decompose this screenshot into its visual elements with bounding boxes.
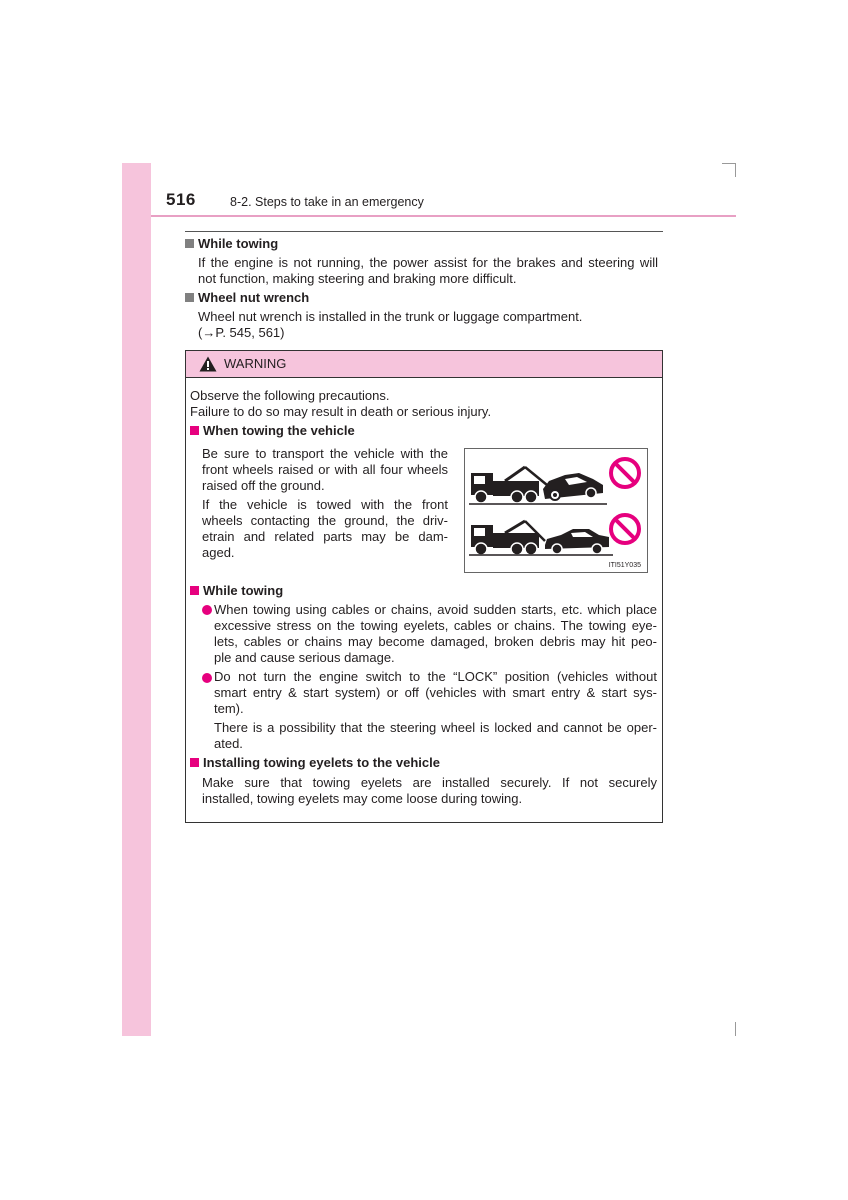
wheel-nut-heading: Wheel nut wrench [185, 290, 309, 306]
crop-mark [722, 163, 736, 164]
illustration-code: ITI51Y035 [608, 562, 641, 569]
side-tab [122, 163, 151, 1036]
crop-mark [735, 1022, 736, 1036]
while-towing-bullet2: Do not turn the engine switch to the “LOCK” position (vehicles without smart entry & start system) or off (vehicles with smart entry & start sys- tem). [214, 669, 657, 716]
prohibited-icon [611, 459, 639, 487]
towing-vehicle-para2: If the vehicle is towed with the front wheels contacting the ground, the driv- etrain and related parts may be dam- aged. [202, 497, 448, 560]
page-number: 516 [166, 190, 196, 209]
tow-truck-icon [471, 467, 547, 503]
eyelets-text: Make sure that towing eyelets are installed securely. If not securely installed, towing eyelets may come loose during towing. [202, 775, 657, 806]
section-rule [185, 231, 663, 232]
towed-car-icon [545, 529, 609, 554]
towing-illustration [464, 448, 648, 573]
towed-car-icon [543, 473, 603, 500]
prohibited-icon [611, 515, 639, 543]
header-rule [151, 215, 736, 217]
towing-vehicle-heading: When towing the vehicle [190, 423, 355, 439]
pink-square-icon [190, 586, 199, 595]
wheel-nut-text: Wheel nut wrench is installed in the trunk or luggage compartment. (→P. 545, 561) [198, 309, 583, 340]
eyelets-heading: Installing towing eyelets to the vehicle [190, 755, 440, 771]
while-towing-bullet1: When towing using cables or chains, avoid sudden starts, etc. which place excessive stress on the towing eyelets, cables or chains. The towing eye- lets, cables or chains may become damaged, broken debris may hit peo- ple and cause serious damage. [214, 602, 657, 665]
tow-truck-icon [471, 521, 545, 555]
warning-triangle-icon [199, 356, 217, 372]
section-title: 8-2. Steps to take in an emergency [230, 195, 424, 209]
while-towing-heading: While towing [185, 236, 278, 252]
bullet-icon [202, 605, 212, 615]
bullet-icon [202, 673, 212, 683]
gray-square-icon [185, 239, 194, 248]
pink-square-icon [190, 426, 199, 435]
while-towing-text: If the engine is not running, the power assist for the brakes and steering will not function, making steering and braking more difficult. [198, 255, 658, 286]
crop-mark [735, 163, 736, 177]
gray-square-icon [185, 293, 194, 302]
while-towing-bullet2-note: There is a possibility that the steering wheel is locked and cannot be oper- ated. [214, 720, 657, 751]
pink-square-icon [190, 758, 199, 767]
warning-while-towing-heading: While towing [190, 583, 283, 599]
warning-intro: Observe the following precautions. Failure to do so may result in death or serious injury. [190, 388, 492, 419]
warning-label: WARNING [224, 356, 287, 371]
tow-truck-illustration [465, 449, 647, 572]
warning-header [186, 351, 662, 378]
towing-vehicle-para1: Be sure to transport the vehicle with the front wheels raised or with all four wheels raised off the ground. [202, 446, 448, 493]
